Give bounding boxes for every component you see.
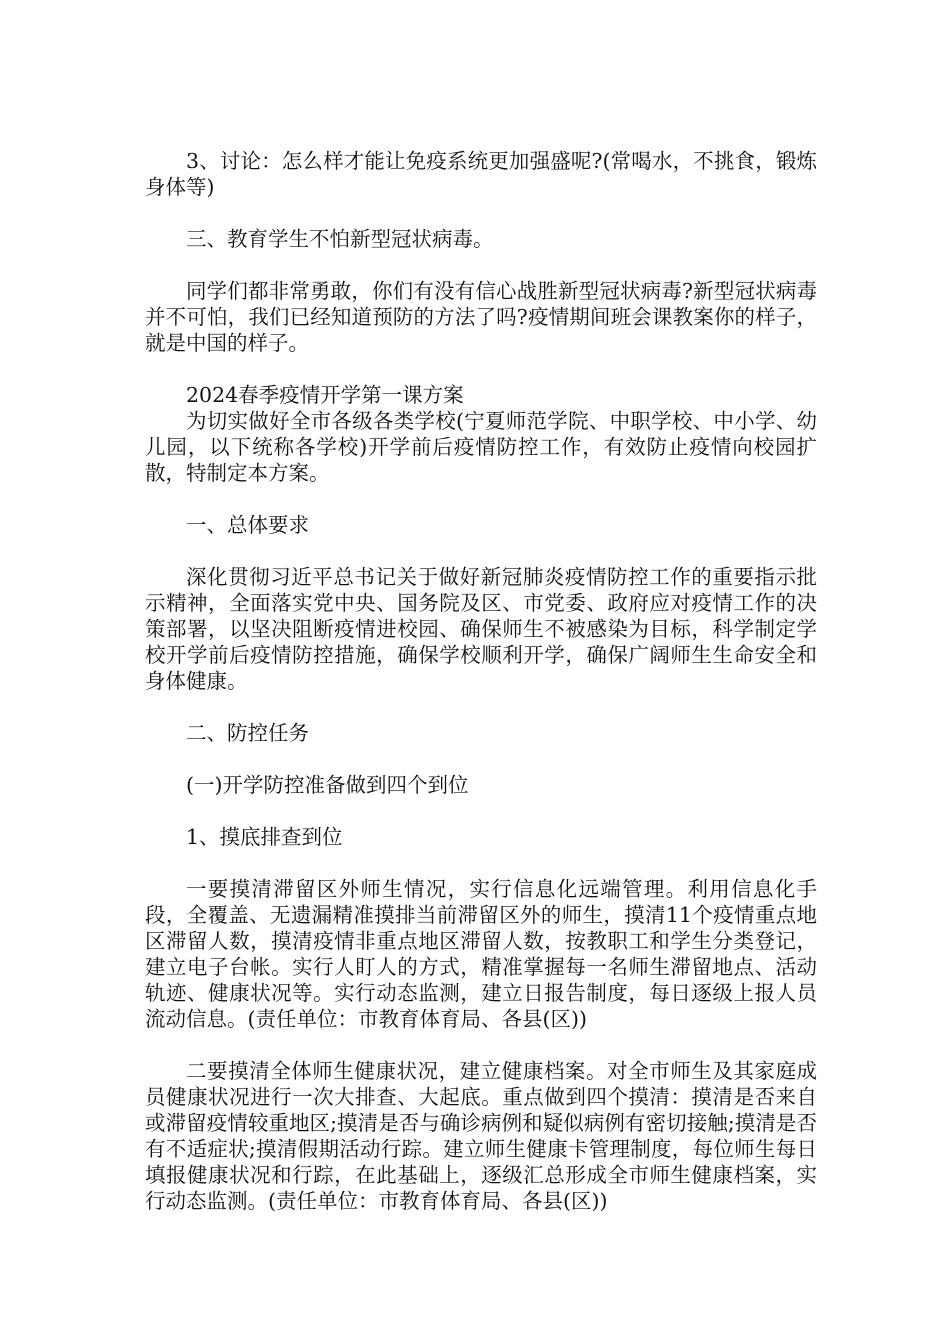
paragraph-discussion: 3、讨论：怎么样才能让免疫系统更加强盛呢?(常喝水，不挑食，锻炼身体等) (145, 149, 817, 199)
item-heading-investigation: 1、摸底排查到位 (186, 825, 343, 849)
paragraph-stranded-staff: 一要摸清滞留区外师生情况，实行信息化远端管理。利用信息化手段，全覆盖、无遗漏精准摸排当前滞留区外的师生，摸清11个疫情重点地区滞留人数，摸清疫情非重点地区滞留人数，按教职工和学生分类登记，建立电子台帐。实行人盯人的方式，精准掌握每一名师生滞留地点、活动轨迹、健康状况等。实行动态监测，建立日报告制度，每日逐级上报人员流动信息。(责任单位：市教育体育局、各县(区)) (145, 877, 817, 1031)
paragraph-health-status: 二要摸清全体师生健康状况，建立健康档案。对全市师生及其家庭成员健康状况进行一次大排查、大起底。重点做到四个摸清：摸清是否来自或滞留疫情较重地区;摸清是否与确诊病例和疑似病例有密切接触;摸清是否有不适症状;摸清假期活动行踪。建立师生健康卡管理制度，每位师生每日填报健康状况和行踪，在此基础上，逐级汇总形成全市师生健康档案，实行动态监测。(责任单位：市教育体育局、各县(区)) (145, 1059, 817, 1213)
document-body (145, 148, 817, 1214)
section-heading-tasks: 二、防控任务 (186, 721, 309, 745)
subsection-heading-preparation: (一)开学防控准备做到四个到位 (186, 773, 469, 797)
section-heading-education: 三、教育学生不怕新型冠状病毒。 (186, 227, 494, 251)
document-title: 2024春季疫情开学第一课方案 (186, 383, 464, 407)
section-heading-requirements: 一、总体要求 (186, 513, 309, 537)
paragraph-requirements: 深化贯彻习近平总书记关于做好新冠肺炎疫情防控工作的重要指示批示精神，全面落实党中央、国务院及区、市党委、政府应对疫情工作的决策部署，以坚决阻断疫情进校园、确保师生不被感染为目标，科学制定学校开学前后疫情防控措施，确保学校顺利开学，确保广阔师生生命安全和身体健康。 (145, 565, 817, 693)
paragraph-courage: 同学们都非常勇敢，你们有没有信心战胜新型冠状病毒?新型冠状病毒并不可怕，我们已经知道预防的方法了吗?疫情期间班会课教案你的样子，就是中国的样子。 (145, 279, 817, 355)
paragraph-intro: 为切实做好全市各级各类学校(宁夏师范学院、中职学校、中小学、幼儿园，以下统称各学校)开学前后疫情防控工作，有效防止疫情向校园扩散，特制定本方案。 (145, 409, 817, 485)
